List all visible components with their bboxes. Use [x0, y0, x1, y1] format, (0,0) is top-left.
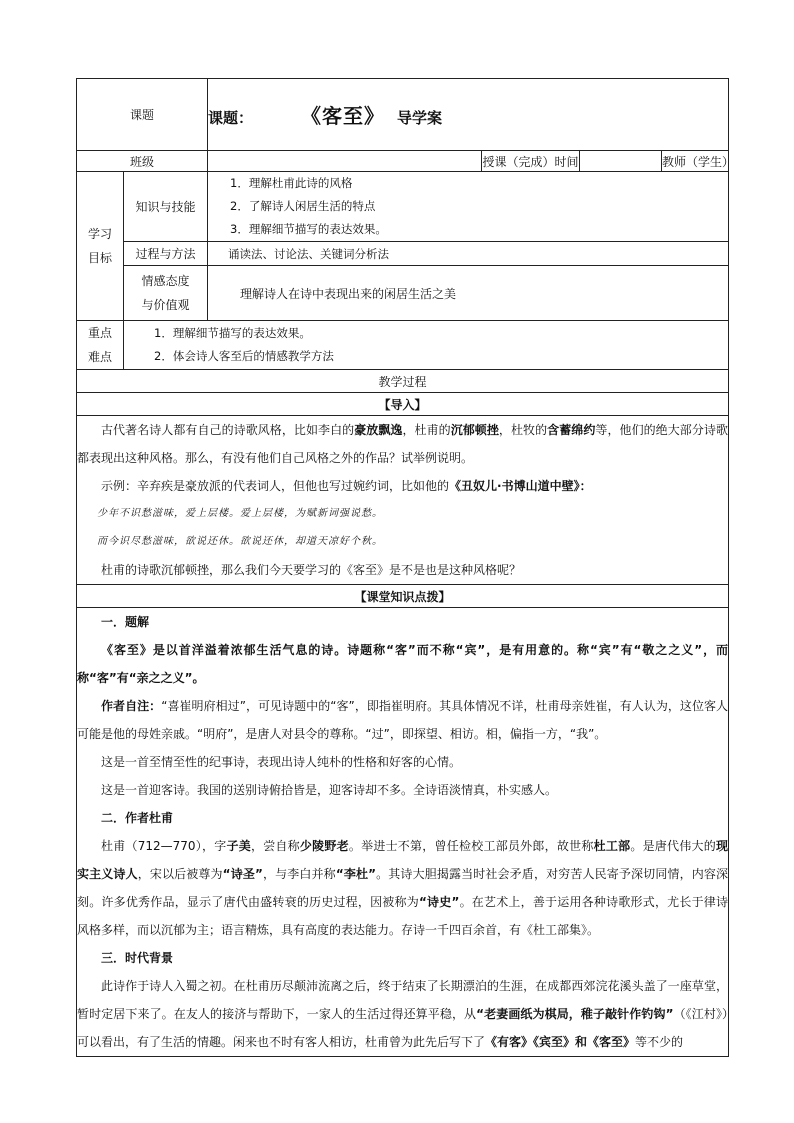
class-value — [208, 151, 482, 172]
knowledge-heading-row — [77, 585, 729, 608]
section1-paragraph-1: 《客至》是以首洋溢着浓郁生活气息的诗。诗题称“客”而不称“宾”，是有用意的。称“宾”有“敬之之义”，而称“客”有“亲之之义”。 — [77, 643, 729, 685]
list-item: 1．理解细节描写的表达效果。 — [154, 326, 311, 340]
section-title-1: 一．题解 — [101, 615, 150, 629]
knowledge-objective-row — [77, 172, 729, 242]
knowledge-body-row — [77, 608, 729, 1057]
knowledge-items — [208, 172, 729, 242]
book-title: 《客至》 — [311, 104, 386, 128]
key-points-row — [77, 321, 729, 370]
process-title-row — [77, 370, 729, 393]
section2-paragraph: 杜甫（712—770），字子美，尝自称少陵野老。举进士不第，曾任检校工部员外郎，故世称杜工部。是唐代伟大的现实主义诗人，宋以后被尊为“诗圣”，与李白并称“李杜”。其诗大胆揭露当时社会矛盾，对穷苦人民寄予深切同情，内容深刻。许多优秀作品，显示了唐代由盛转衰的历史过程，因被称为“诗史”。在艺术上，善于运用各种诗歌形式，尤长于律诗风格多样，而以沉郁为主；语言精炼，具有高度的表达能力。存诗一千四百余首，有《杜工部集》。 — [77, 839, 729, 937]
section3-paragraph: 此诗作于诗人入蜀之初。在杜甫历尽颠沛流离之后，终于结束了长期漂泊的生涯，在成都西郊浣花溪头盖了一座草堂，暂时定居下来了。在友人的接济与帮助下，一家人的生活过得还算平稳，从“老妻画纸为棋局，稚子敲针作钓钩”（《江村》）可以看出，有了生活的情趣。闲来也不时有客人相访，杜甫曾为此先后写下了《有客》《宾至》和《客至》等不少的 — [77, 979, 729, 1049]
title-subtitle: 导学案 — [397, 109, 443, 127]
info-row — [77, 151, 729, 172]
process-title: 教学过程 — [77, 370, 729, 393]
intro-heading: 【导入】 — [77, 393, 729, 416]
knowledge-heading: 【课堂知识点拨】 — [77, 585, 729, 608]
intro-paragraph-1: 古代著名诗人都有自己的诗歌风格，比如李白的豪放飘逸，杜甫的沉郁顿挫，杜牧的含蓄绵约等，他们的绝大部分诗歌都表现出这种风格。那么，有没有他们自己风格之外的作品？试举例说明。 — [77, 423, 728, 465]
page-title — [208, 79, 729, 151]
process-label: 过程与方法 — [124, 242, 208, 266]
section-title-3: 三．时代背景 — [101, 951, 174, 965]
topic-label: 课题 — [77, 79, 208, 151]
title-prefix: 课题： — [208, 109, 254, 127]
objectives-group-label: 学习 目标 — [77, 172, 124, 321]
list-item: 2．了解诗人闲居生活的特点 — [230, 199, 376, 213]
list-item: 2．体会诗人客至后的情感教学方法 — [154, 349, 334, 363]
intro-body-row — [77, 416, 729, 585]
section1-paragraph-3: 这是一首至情至性的纪事诗，表现出诗人纯朴的性格和好客的心情。 — [101, 755, 462, 769]
section1-paragraph-4: 这是一首迎客诗。我国的送别诗俯拾皆是，迎客诗却不多。全诗语淡情真，朴实感人。 — [101, 783, 558, 797]
class-label: 班级 — [77, 151, 208, 172]
emotion-label: 情感态度 与价值观 — [124, 266, 208, 321]
intro-heading-row — [77, 393, 729, 416]
knowledge-body — [77, 608, 729, 1057]
process-objective-row — [77, 242, 729, 266]
list-item: 3．理解细节描写的表达效果。 — [230, 222, 387, 236]
key-points-label: 重点 难点 — [77, 321, 124, 370]
intro-paragraph-3: 杜甫的诗歌沉郁顿挫，那么我们今天要学习的《客至》是不是也是这种风格呢？ — [101, 563, 522, 577]
emotion-objective-row — [77, 266, 729, 321]
title-row — [77, 79, 729, 151]
lesson-plan-table — [76, 78, 735, 1057]
section-title-2: 二．作者杜甫 — [101, 811, 174, 825]
emotion-text: 理解诗人在诗中表现出来的闲居生活之美 — [208, 266, 729, 321]
section1-paragraph-2: 作者自注：“喜崔明府相过”，可见诗题中的“客”，即指崔明府。其具体情况不详，杜甫母亲姓崔，有人认为，这位客人可能是他的母姓亲戚。“明府”，是唐人对县令的尊称。“过”，即探望、相访。相，偏指一方，“我”。 — [77, 699, 729, 741]
poem-line-2: 而今识尽愁滋味，欲说还休。欲说还休，却道天凉好个秋。 — [97, 536, 383, 547]
poem-line-1: 少年不识愁滋味，爱上层楼。爱上层楼，为赋新词强说愁。 — [97, 508, 383, 519]
teacher-label: 教师（学生） — [662, 151, 729, 172]
knowledge-label: 知识与技能 — [124, 172, 208, 242]
intro-body — [77, 416, 729, 585]
time-value — [580, 151, 662, 172]
intro-paragraph-2: 示例：辛弃疾是豪放派的代表词人，但他也写过婉约词，比如他的《丑奴儿·书博山道中壁》： — [101, 479, 592, 493]
process-text: 诵读法、讨论法、关键词分析法 — [208, 242, 729, 266]
time-label: 授课（完成）时间 — [482, 151, 580, 172]
key-points-items — [124, 321, 729, 370]
list-item: 1．理解杜甫此诗的风格 — [230, 176, 353, 190]
